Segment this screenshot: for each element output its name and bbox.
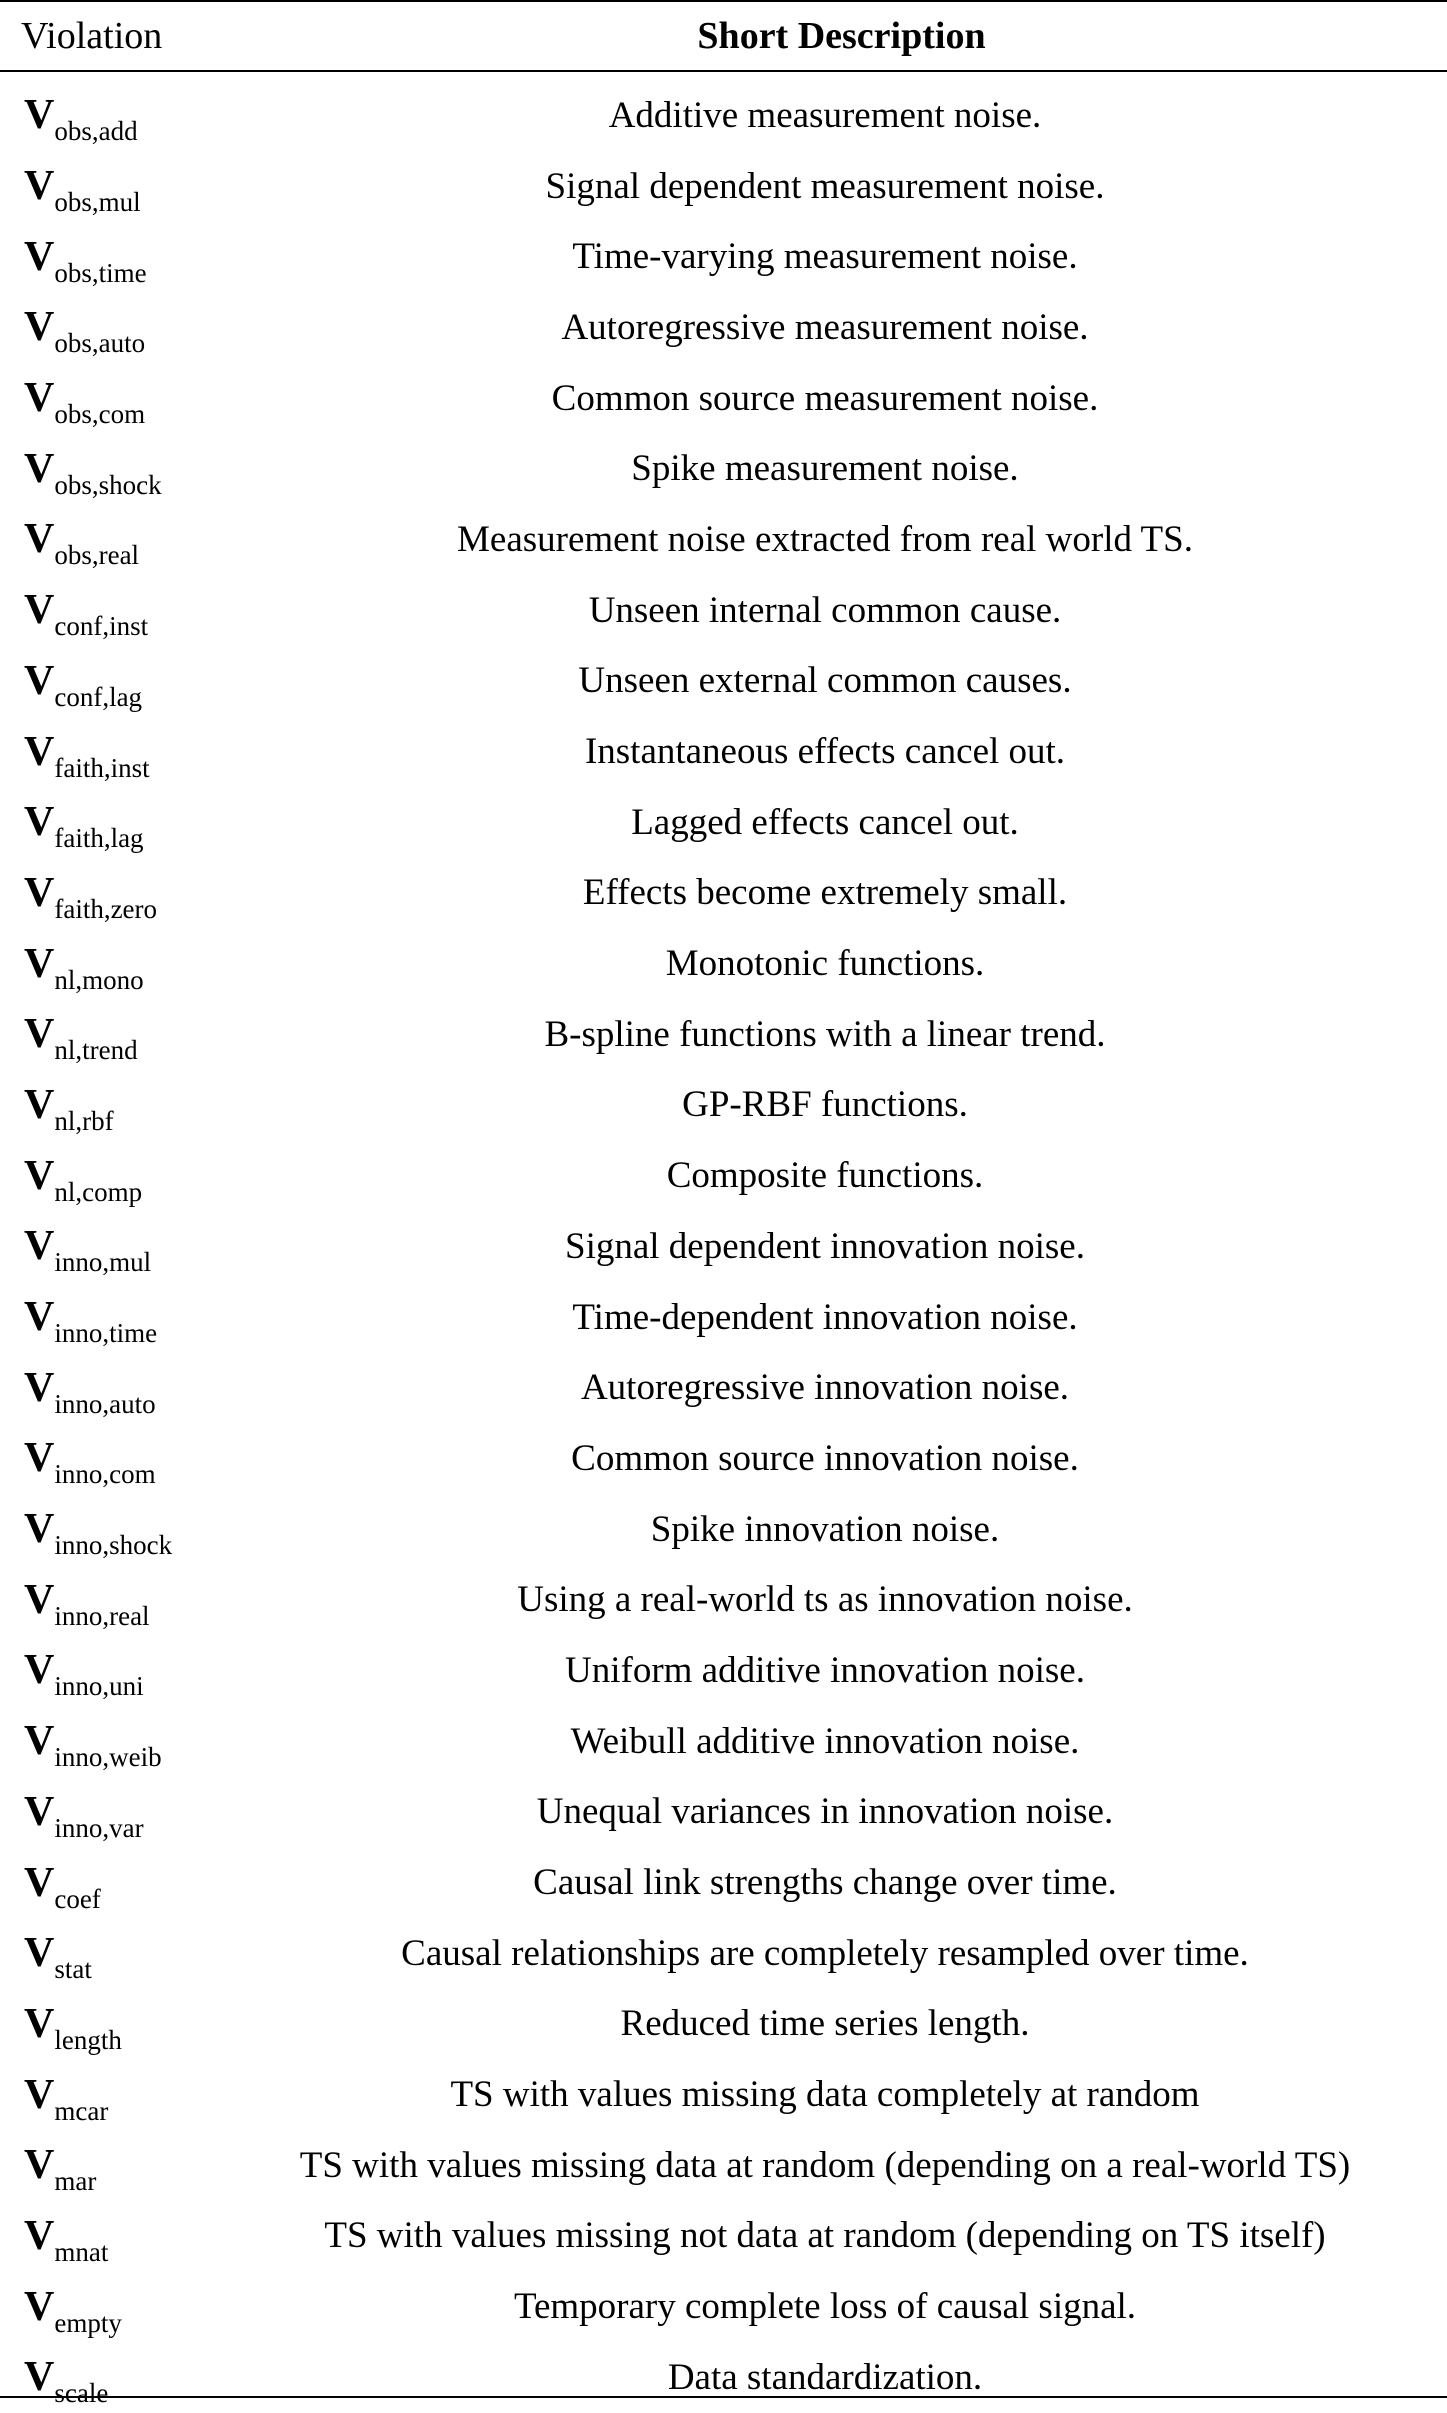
- violation-cell: [0, 798, 215, 854]
- description-cell: Spike innovation noise.: [650, 1508, 1000, 1550]
- violation-subscript: inno,time: [54, 1318, 158, 1349]
- violation-subscript: obs,com: [54, 399, 146, 430]
- table-row: [0, 1140, 1447, 1211]
- violation-subscript: faith,zero: [54, 893, 158, 924]
- violation-symbol: V: [24, 233, 55, 280]
- description-cell: Unseen internal common cause.: [588, 589, 1062, 631]
- description-cell: Effects become extremely small.: [582, 872, 1068, 914]
- table-row: [0, 1282, 1447, 1353]
- description-cell: Temporary complete loss of causal signal.: [513, 2286, 1137, 2328]
- description-cell: Reduced time series length.: [620, 2003, 1030, 2045]
- table-row: [0, 1706, 1447, 1777]
- violation-symbol: V: [24, 1435, 55, 1482]
- violation-subscript: obs,mul: [54, 187, 141, 218]
- table-row: [0, 858, 1447, 929]
- violation-cell: [0, 1364, 215, 1419]
- violation-cell: [0, 233, 215, 288]
- violation-cell: [0, 1152, 215, 1207]
- violation-subscript: inno,var: [54, 1812, 144, 1843]
- violation-symbol: V: [24, 869, 55, 916]
- violation-symbol: V: [24, 1152, 55, 1199]
- description-cell: Using a real-world ts as innovation noise.: [517, 1579, 1133, 1621]
- violation-cell: [0, 1222, 215, 1278]
- table-row: [0, 292, 1447, 363]
- violation-symbol: V: [24, 940, 55, 987]
- violation-cell: [0, 303, 215, 359]
- description-cell: Additive measurement noise.: [608, 94, 1042, 136]
- violation-symbol: V: [24, 1294, 55, 1341]
- violation-subscript: nl,comp: [54, 1176, 143, 1207]
- table-row: [0, 1918, 1447, 1989]
- description-cell: Weibull additive innovation noise.: [570, 1720, 1080, 1762]
- violation-subscript: scale: [54, 2378, 109, 2409]
- violation-subscript: inno,weib: [54, 1742, 162, 1773]
- violation-subscript: faith,lag: [54, 823, 144, 854]
- violation-symbol: V: [24, 2354, 55, 2401]
- violation-symbol: V: [24, 587, 55, 634]
- violation-subscript: stat: [54, 1954, 92, 1985]
- description-cell: Autoregressive innovation noise.: [580, 1367, 1070, 1409]
- violation-symbol: V: [24, 1718, 55, 1765]
- table-row: [0, 1494, 1447, 1565]
- table-row: [0, 2271, 1447, 2342]
- description-cell: TS with values missing not data at random (depending on TS itself): [324, 2215, 1326, 2257]
- table-row: [0, 928, 1447, 999]
- description-cell: Uniform additive innovation noise.: [565, 1649, 1085, 1691]
- table-row: [0, 646, 1447, 717]
- violation-symbol: V: [24, 2000, 55, 2047]
- violation-symbol: V: [24, 1506, 55, 1553]
- violation-symbol: V: [24, 1011, 55, 1058]
- violation-cell: [0, 1859, 215, 1914]
- table-row: [0, 1423, 1447, 1494]
- description-cell: Common source innovation noise.: [571, 1437, 1079, 1479]
- description-cell: Monotonic functions.: [665, 943, 985, 985]
- table-row: [0, 2342, 1447, 2413]
- violation-cell: [0, 2141, 215, 2197]
- table-row: [0, 151, 1447, 222]
- violation-cell: [0, 1717, 215, 1773]
- table-row: [0, 363, 1447, 434]
- violation-symbol: V: [24, 1364, 55, 1411]
- violation-subscript: mcar: [54, 2095, 109, 2126]
- table-row: [0, 80, 1447, 151]
- violation-cell: [0, 1081, 215, 1136]
- violation-symbol: V: [24, 1930, 55, 1977]
- table-row: [0, 1564, 1447, 1635]
- violation-cell: [0, 1293, 215, 1349]
- violation-symbol: V: [24, 375, 55, 422]
- description-cell: Signal dependent innovation noise.: [565, 1225, 1085, 1267]
- violation-symbol: V: [24, 1788, 55, 1835]
- violation-cell: [0, 2283, 215, 2338]
- violation-cell: [0, 2353, 215, 2409]
- violation-cell: [0, 2071, 215, 2126]
- violation-subscript: inno,uni: [54, 1671, 144, 1702]
- table-row: [0, 575, 1447, 646]
- header-short-description: Short Description: [697, 15, 986, 57]
- violation-symbol: V: [24, 92, 55, 139]
- table-row: [0, 1352, 1447, 1423]
- table-row: [0, 2201, 1447, 2272]
- violation-cell: [0, 91, 215, 147]
- description-cell: Signal dependent measurement noise.: [545, 165, 1105, 207]
- header-violation: Violation: [21, 15, 163, 57]
- violation-subscript: inno,auto: [54, 1388, 156, 1419]
- violation-subscript: faith,inst: [54, 752, 150, 783]
- violation-subscript: obs,add: [54, 116, 138, 147]
- violation-symbol: V: [24, 2071, 55, 2118]
- description-cell: TS with values missing data at random (depending on a real-world TS): [299, 2144, 1351, 2186]
- violation-subscript: conf,lag: [54, 681, 143, 712]
- violation-symbol: V: [24, 657, 55, 704]
- bottom-rule: [0, 2396, 1447, 2398]
- violation-cell: [0, 1434, 215, 1490]
- description-cell: Spike measurement noise.: [631, 448, 1019, 490]
- violation-cell: [0, 445, 215, 500]
- violation-cell: [0, 869, 215, 924]
- description-cell: Autoregressive measurement noise.: [561, 306, 1089, 348]
- violation-cell: [0, 162, 215, 218]
- violation-symbol: V: [24, 728, 55, 775]
- table-row: [0, 2059, 1447, 2130]
- violation-subscript: inno,real: [54, 1600, 150, 1631]
- table-body: [0, 80, 1447, 2413]
- violation-symbol: V: [24, 1081, 55, 1128]
- violation-symbol: V: [24, 1576, 55, 1623]
- violation-symbol: V: [24, 1223, 55, 1270]
- violation-cell: [0, 1788, 215, 1843]
- description-cell: Time-dependent innovation noise.: [572, 1296, 1078, 1338]
- violation-subscript: mar: [54, 2166, 97, 2197]
- table-row: [0, 787, 1447, 858]
- violation-subscript: coef: [54, 1883, 101, 1914]
- violation-cell: [0, 374, 215, 430]
- table-row: [0, 999, 1447, 1070]
- violation-cell: [0, 1929, 215, 1985]
- description-cell: Causal relationships are completely resampled over time.: [401, 1932, 1249, 1974]
- violation-subscript: obs,auto: [54, 328, 146, 359]
- table-row: [0, 433, 1447, 504]
- violation-cell: [0, 2000, 215, 2055]
- violation-subscript: obs,time: [54, 257, 147, 288]
- table-header: [0, 2, 1447, 72]
- violation-symbol: V: [24, 2212, 55, 2259]
- violation-symbol: V: [24, 163, 55, 210]
- violation-cell: [0, 657, 215, 712]
- violation-cell: [0, 728, 215, 783]
- description-cell: Lagged effects cancel out.: [631, 801, 1019, 843]
- violation-cell: [0, 586, 215, 642]
- violation-subscript: inno,shock: [54, 1530, 173, 1561]
- violation-symbol: V: [24, 2142, 55, 2189]
- violation-symbol: V: [24, 2283, 55, 2330]
- violation-symbol: V: [24, 799, 55, 846]
- violation-cell: [0, 940, 215, 995]
- violation-symbol: V: [24, 516, 55, 563]
- description-cell: Composite functions.: [666, 1155, 984, 1197]
- violation-symbol: V: [24, 1647, 55, 1694]
- violation-subscript: nl,rbf: [54, 1105, 114, 1136]
- violation-cell: [0, 1010, 215, 1066]
- violation-subscript: inno,mul: [54, 1247, 152, 1278]
- description-cell: Time-varying measurement noise.: [572, 236, 1078, 278]
- violation-subscript: nl,trend: [54, 1035, 138, 1066]
- description-cell: Unseen external common causes.: [578, 660, 1072, 702]
- violation-subscript: obs,real: [54, 540, 140, 571]
- table-row: [0, 504, 1447, 575]
- violation-subscript: conf,inst: [54, 611, 149, 642]
- violation-symbol: V: [24, 304, 55, 351]
- description-cell: GP-RBF functions.: [682, 1084, 968, 1126]
- table-row: [0, 1211, 1447, 1282]
- table-row: [0, 1070, 1447, 1141]
- description-cell: Common source measurement noise.: [551, 377, 1099, 419]
- description-cell: Data standardization.: [667, 2356, 983, 2398]
- violation-subscript: obs,shock: [54, 469, 162, 500]
- violation-subscript: empty: [54, 2307, 122, 2338]
- violation-subscript: nl,mono: [54, 964, 144, 995]
- table-row: [0, 1847, 1447, 1918]
- table-row: [0, 1777, 1447, 1848]
- violation-cell: [0, 1646, 215, 1702]
- violation-cell: [0, 515, 215, 571]
- violation-subscript: mnat: [54, 2236, 109, 2267]
- violation-cell: [0, 1576, 215, 1631]
- violation-cell: [0, 1505, 215, 1561]
- violation-subscript: length: [54, 2024, 122, 2055]
- violation-subscript: inno,com: [54, 1459, 156, 1490]
- description-cell: Unequal variances in innovation noise.: [536, 1791, 1114, 1833]
- description-cell: Measurement noise extracted from real world TS.: [457, 518, 1193, 560]
- violation-symbol: V: [24, 1859, 55, 1906]
- table-row: [0, 1989, 1447, 2060]
- table-row: [0, 1635, 1447, 1706]
- table-row: [0, 221, 1447, 292]
- description-cell: B-spline functions with a linear trend.: [544, 1013, 1106, 1055]
- description-cell: Causal link strengths change over time.: [533, 1862, 1117, 1904]
- violation-cell: [0, 2212, 215, 2267]
- table-row: [0, 716, 1447, 787]
- violation-symbol: V: [24, 445, 55, 492]
- table-row: [0, 2130, 1447, 2201]
- description-cell: TS with values missing data completely at random: [450, 2074, 1200, 2116]
- description-cell: Instantaneous effects cancel out.: [584, 731, 1066, 773]
